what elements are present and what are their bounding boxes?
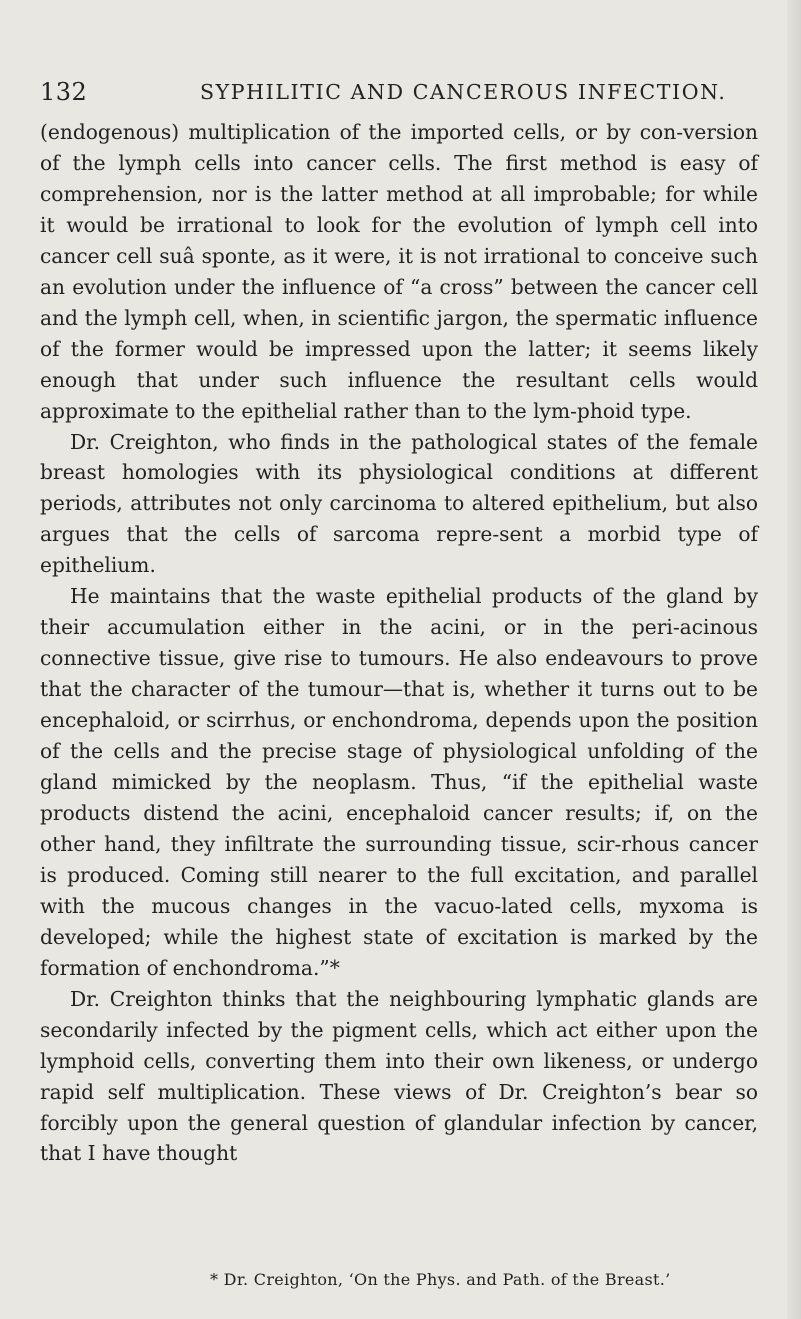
footnote: * Dr. Creighton, ‘On the Phys. and Path. of the Breast.’ xyxy=(210,1270,671,1289)
paragraph: He maintains that the waste epithelial products of the gland by their accumulation either in the acini, or in the peri-acinous connective tissue, give rise to tumours. He also endeavours to prove that the character of the tumour—that is, whether it turns out to be encephaloid, or scirrhus, or enchondroma, depends upon the position of the cells and the precise stage of physiological unfolding of the gland mimicked by the neoplasm. Thus, “if the epithelial waste products distend the acini, encephaloid cancer results; if, on the other hand, they infiltrate the surrounding tissue, scir-rhous cancer is produced. Coming still nearer to the full excitation, and parallel with the mucous changes in the vacuo-lated cells, myxoma is developed; while the highest state of excitation is marked by the formation of enchondroma.”* xyxy=(40,584,758,980)
page-header xyxy=(40,78,740,108)
paragraph: Dr. Creighton thinks that the neighbouring lymphatic glands are secondarily infected by the pigment cells, which act either upon the lymphoid cells, converting them into their own likeness, or undergo rapid self multiplication. These views of Dr. Creighton’s bear so forcibly upon the general question of glandular infection by cancer, that I have thought xyxy=(40,986,758,1166)
paragraph: Dr. Creighton, who finds in the pathological states of the female breast homologies with its physiological conditions at different periods, attributes not only carcinoma to altered epithelium, but also argues that the cells of sarcoma repre-sent a morbid type of epithelium. xyxy=(40,429,758,578)
page-edge-shadow xyxy=(787,0,801,1319)
paragraph-continued: (endogenous) multiplication of the imported cells, or by con-version of the lymph cells into cancer cells. The first method is easy of comprehension, nor is the latter method at all improbable; for while it would be irrational to look for the evolution of lymph cell into cancer cell suâ sponte, as it were, it is not irrational to conceive such an evolution under the influence of “a cross” between the cancer cell and the lymph cell, when, in scientific jargon, the spermatic influence of the former would be impressed upon the latter; it seems likely enough that under such influence the resultant cells would approximate to the epithelial rather than to the lym-phoid type. xyxy=(40,120,758,423)
running-head: SYPHILITIC AND CANCEROUS INFECTION. xyxy=(200,80,727,104)
body-text xyxy=(40,117,758,1169)
page-number: 132 xyxy=(40,78,88,106)
